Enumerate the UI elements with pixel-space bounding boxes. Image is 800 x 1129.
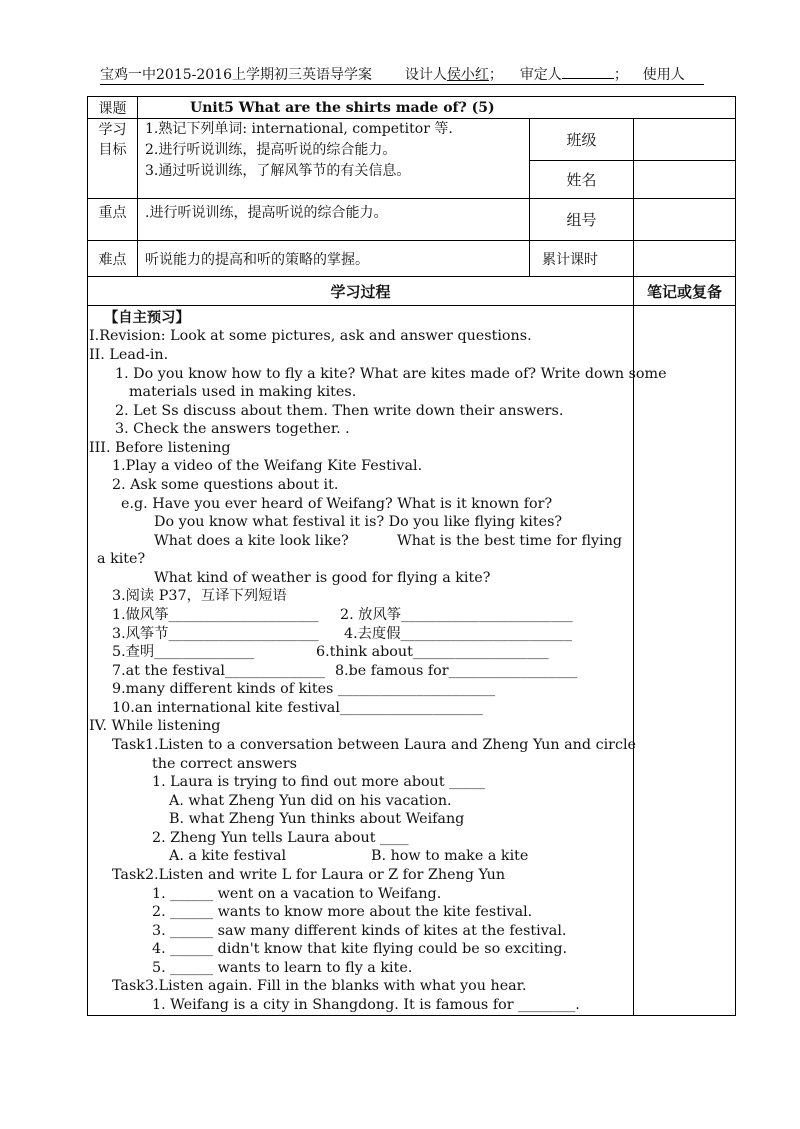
leadin-title: II. Lead-in. (89, 347, 169, 363)
school-title: 宝鸡一中2015-2016上学期初三英语导学案 (100, 67, 372, 83)
hours-label: 累计课时 (530, 241, 634, 277)
task1-instruction-a: Task1.Listen to a conversation between Laura and Zheng Yun and circle (112, 737, 637, 753)
phrase-9: 9.many different kinds of kites ______________________ (112, 681, 496, 697)
example-question-3a: What does a kite look like? (154, 533, 349, 549)
topic-title: Unit5 What are the shirts made of? (5) (138, 97, 736, 119)
goals-label-line-1: 学习 (98, 122, 127, 138)
designer-name: 侯小红 (446, 67, 489, 83)
difficulty-row (88, 241, 736, 277)
key-row (88, 199, 736, 241)
lesson-plan-table (87, 96, 736, 1016)
hours-value (634, 241, 736, 277)
key-text: .进行听说训练，提高听说的综合能力。 (138, 199, 530, 241)
phrase-8: 8.be famous for__________________ (335, 663, 578, 679)
designer-separator: ； (488, 67, 503, 83)
task1-question-2: 2. Zheng Yun tells Laura about ____ (152, 830, 409, 846)
before-item-1: 1.Play a video of the Weifang Kite Festival. (112, 458, 423, 474)
task2-item-4: 4. ______ didn't know that kite flying could be so exciting. (152, 941, 568, 957)
group-value (634, 199, 736, 241)
before-item-2: 2. Ask some questions about it. (112, 477, 339, 493)
task3-question-1: 1. Weifang is a city in Shangdong. It is famous for ________. (152, 997, 580, 1013)
leadin-item-2: 2. Let Ss discuss about them. Then write down their answers. (115, 403, 564, 419)
phrase-2: 2. 放风筝________________________ (340, 607, 573, 623)
task1-option-2a: A. a kite festival (169, 848, 287, 864)
difficulty-label: 难点 (88, 241, 138, 277)
content-row (88, 306, 736, 1016)
phrase-3: 3.风筝节_____________________ (112, 626, 319, 642)
class-label: 班级 (530, 119, 634, 161)
notes-header: 笔记或复备 (634, 277, 736, 306)
example-question-1: e.g. Have you ever heard of Weifang? What is it known for? (121, 496, 553, 512)
leadin-item-1a: 1. Do you know how to fly a kite? What are kites made of? Write down some (115, 366, 667, 382)
difficulty-text: 听说能力的提高和听的策略的掌握。 (138, 241, 530, 277)
process-header: 学习过程 (88, 277, 634, 306)
name-value (634, 161, 736, 199)
reading-title: 3.阅读 P37，互译下列短语 (112, 588, 287, 604)
example-question-3c: a kite? (97, 551, 146, 567)
while-title: IV. While listening (89, 718, 221, 734)
task2-item-2: 2. ______ wants to know more about the kite festival. (152, 904, 533, 920)
goals-row (88, 119, 736, 161)
task1-question-1: 1. Laura is trying to find out more about _____ (152, 774, 485, 790)
key-label: 重点 (88, 199, 138, 241)
goals-label (88, 119, 138, 199)
process-content (88, 306, 667, 1016)
class-value (634, 119, 736, 161)
task1-option-2b: B. how to make a kite (371, 848, 529, 864)
topic-row (88, 97, 736, 119)
example-question-4: What kind of weather is good for flying a kite? (154, 570, 491, 586)
task2-instruction: Task2.Listen and write L for Laura or Z for Zheng Yun (112, 867, 506, 883)
section-title: 【自主预习】 (104, 310, 190, 326)
goals-text (138, 119, 530, 199)
designer-label: 设计人 (404, 67, 447, 83)
phrase-4: 4.去度假________________________ (344, 626, 573, 642)
reviewer-separator: ； (613, 67, 628, 83)
before-title: III. Before listening (89, 440, 231, 456)
phrase-6: 6.think about___________________ (316, 644, 549, 660)
reviewer-blank (562, 66, 614, 79)
notes-column (634, 306, 736, 1016)
name-label: 姓名 (530, 161, 634, 199)
topic-label: 课题 (88, 97, 138, 119)
example-question-2: Do you know what festival it is? Do you like flying kites? (154, 514, 563, 530)
goal-item: 3.通过听说训练，了解风筝节的有关信息。 (145, 163, 411, 179)
task1-option-1b: B. what Zheng Yun thinks about Weifang (169, 811, 465, 827)
goal-item: 1.熟记下列单词: international, competitor 等. (145, 121, 453, 137)
page-header (100, 64, 704, 85)
task2-item-3: 3. ______ saw many different kinds of kites at the festival. (152, 923, 567, 939)
group-label: 组号 (530, 199, 634, 241)
task1-option-1a: A. what Zheng Yun did on his vacation. (169, 793, 452, 809)
leadin-item-3: 3. Check the answers together. . (115, 421, 350, 437)
phrase-1: 1.做风筝_____________________ (112, 607, 319, 623)
task3-instruction: Task3.Listen again. Fill in the blanks with what you hear. (112, 978, 527, 994)
reviewer-label: 审定人 (519, 67, 562, 83)
example-question-3b: What is the best time for flying (397, 533, 623, 549)
process-header-row (88, 277, 736, 306)
revision-line: I.Revision: Look at some pictures, ask and answer questions. (89, 328, 532, 344)
user-label: 使用人 (642, 67, 685, 83)
goal-item: 2.进行听说训练，提高听说的综合能力。 (145, 142, 397, 158)
task1-instruction-b: the correct answers (152, 756, 297, 772)
phrase-10: 10.an international kite festival____________________ (112, 700, 483, 716)
goals-label-line-2: 目标 (98, 142, 127, 158)
task2-item-5: 5. ______ wants to learn to fly a kite. (152, 960, 413, 976)
leadin-item-1b: materials used in making kites. (129, 384, 357, 400)
phrase-7: 7.at the festival______________ (112, 663, 326, 679)
phrase-5: 5.查明______________ (112, 644, 255, 660)
task2-item-1: 1. ______ went on a vacation to Weifang. (152, 886, 442, 902)
